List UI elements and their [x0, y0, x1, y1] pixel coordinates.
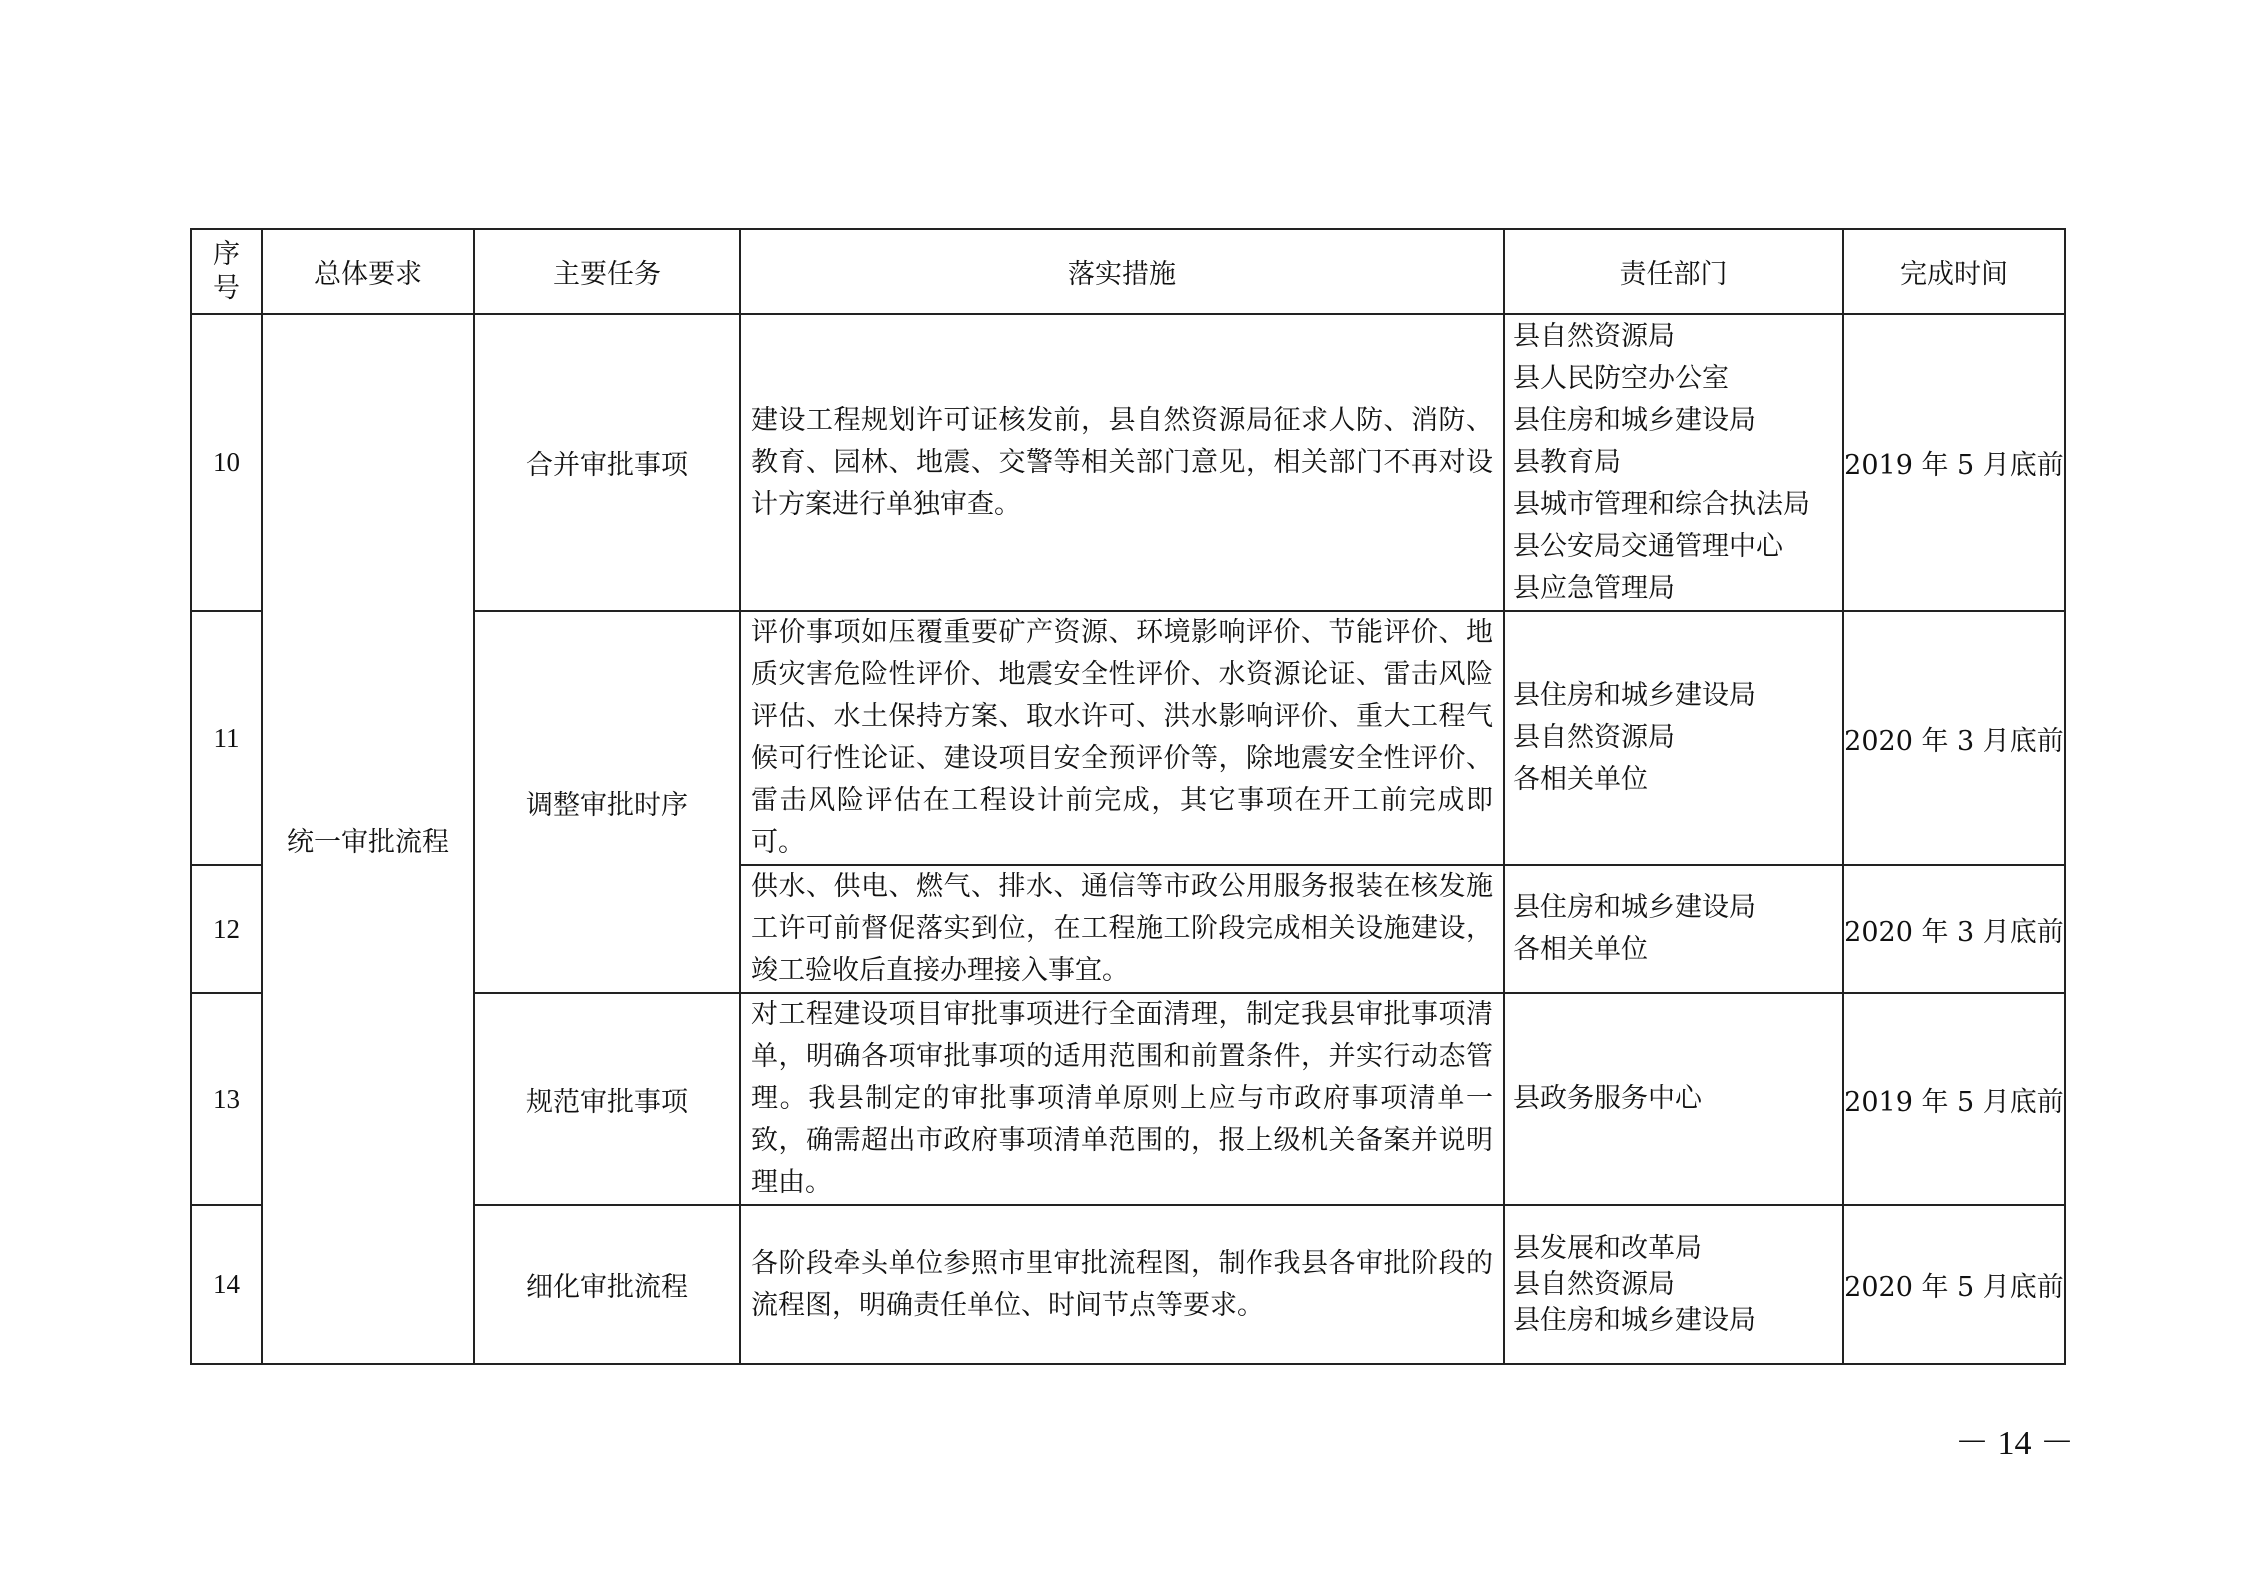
department-item: 县住房和城乡建设局	[1513, 404, 1756, 436]
row-seq: 13	[191, 993, 262, 1205]
task-table	[190, 228, 2066, 1365]
row-seq: 14	[191, 1205, 262, 1364]
row-measures: 对工程建设项目审批事项进行全面清理，制定我县审批事项清单，明确各项审批事项的适用范围和前置条件，并实行动态管理。我县制定的审批事项清单原则上应与市政府事项清单一致，确需超出市政府事项清单范围的，报上级机关备案并说明理由。	[740, 993, 1504, 1205]
department-item: 县应急管理局	[1513, 572, 1675, 604]
row-departments	[1504, 1205, 1843, 1364]
header-seq-line2: 号	[213, 272, 240, 304]
row-deadline: 2019 年 5 月底前	[1843, 314, 2065, 611]
row-measures: 建设工程规划许可证核发前，县自然资源局征求人防、消防、教育、园林、地震、交警等相关部门意见，相关部门不再对设计方案进行单独审查。	[740, 314, 1504, 611]
row-deadline: 2020 年 3 月底前	[1843, 865, 2065, 993]
department-item: 县自然资源局	[1513, 320, 1675, 352]
group-requirement: 统一审批流程	[262, 314, 474, 1364]
department-item: 县人民防空办公室	[1513, 362, 1729, 394]
table-row	[191, 314, 2065, 611]
row-measures: 评价事项如压覆重要矿产资源、环境影响评价、节能评价、地质灾害危险性评价、地震安全性评价、水资源论证、雷击风险评估、水土保持方案、取水许可、洪水影响评价、重大工程气候可行性论证、建设项目安全预评价等，除地震安全性评价、雷击风险评估在工程设计前完成，其它事项在开工前完成即可。	[740, 611, 1504, 865]
department-item: 县自然资源局	[1513, 722, 1675, 753]
department-item: 县住房和城乡建设局	[1513, 1304, 1756, 1336]
row-deadline: 2020 年 3 月底前	[1843, 611, 2065, 865]
header-requirement: 总体要求	[262, 229, 474, 314]
department-item: 县政务服务中心	[1513, 1083, 1702, 1114]
header-measures: 落实措施	[740, 229, 1504, 314]
row-seq: 11	[191, 611, 262, 865]
row-seq: 12	[191, 865, 262, 993]
header-department: 责任部门	[1504, 229, 1843, 314]
row-departments	[1504, 314, 1843, 611]
department-item: 各相关单位	[1513, 934, 1648, 965]
row-task: 合并审批事项	[474, 314, 740, 611]
row-departments	[1504, 611, 1843, 865]
row-task: 调整审批时序	[474, 611, 740, 993]
row-deadline: 2019 年 5 月底前	[1843, 993, 2065, 1205]
department-item: 县城市管理和综合执法局	[1513, 488, 1810, 520]
row-measures: 供水、供电、燃气、排水、通信等市政公用服务报装在核发施工许可前督促落实到位，在工程施工阶段完成相关设施建设，竣工验收后直接办理接入事宜。	[740, 865, 1504, 993]
department-item: 县公安局交通管理中心	[1513, 530, 1783, 562]
row-task: 规范审批事项	[474, 993, 740, 1205]
header-task: 主要任务	[474, 229, 740, 314]
header-seq-line1: 序	[213, 238, 240, 270]
row-measures: 各阶段牵头单位参照市里审批流程图，制作我县各审批阶段的流程图，明确责任单位、时间节点等要求。	[740, 1205, 1504, 1364]
department-item: 县教育局	[1513, 446, 1621, 478]
department-item: 县住房和城乡建设局	[1513, 892, 1756, 923]
header-row	[191, 229, 2065, 314]
header-deadline: 完成时间	[1843, 229, 2065, 314]
header-seq	[191, 229, 262, 314]
row-departments	[1504, 865, 1843, 993]
department-item: 县发展和改革局	[1513, 1232, 1702, 1264]
department-item: 县自然资源局	[1513, 1268, 1675, 1300]
row-deadline: 2020 年 5 月底前	[1843, 1205, 2065, 1364]
department-item: 各相关单位	[1513, 764, 1648, 795]
page-number: － 14 －	[1955, 1425, 2074, 1462]
row-task: 细化审批流程	[474, 1205, 740, 1364]
department-item: 县住房和城乡建设局	[1513, 680, 1756, 711]
row-departments	[1504, 993, 1843, 1205]
row-seq: 10	[191, 314, 262, 611]
